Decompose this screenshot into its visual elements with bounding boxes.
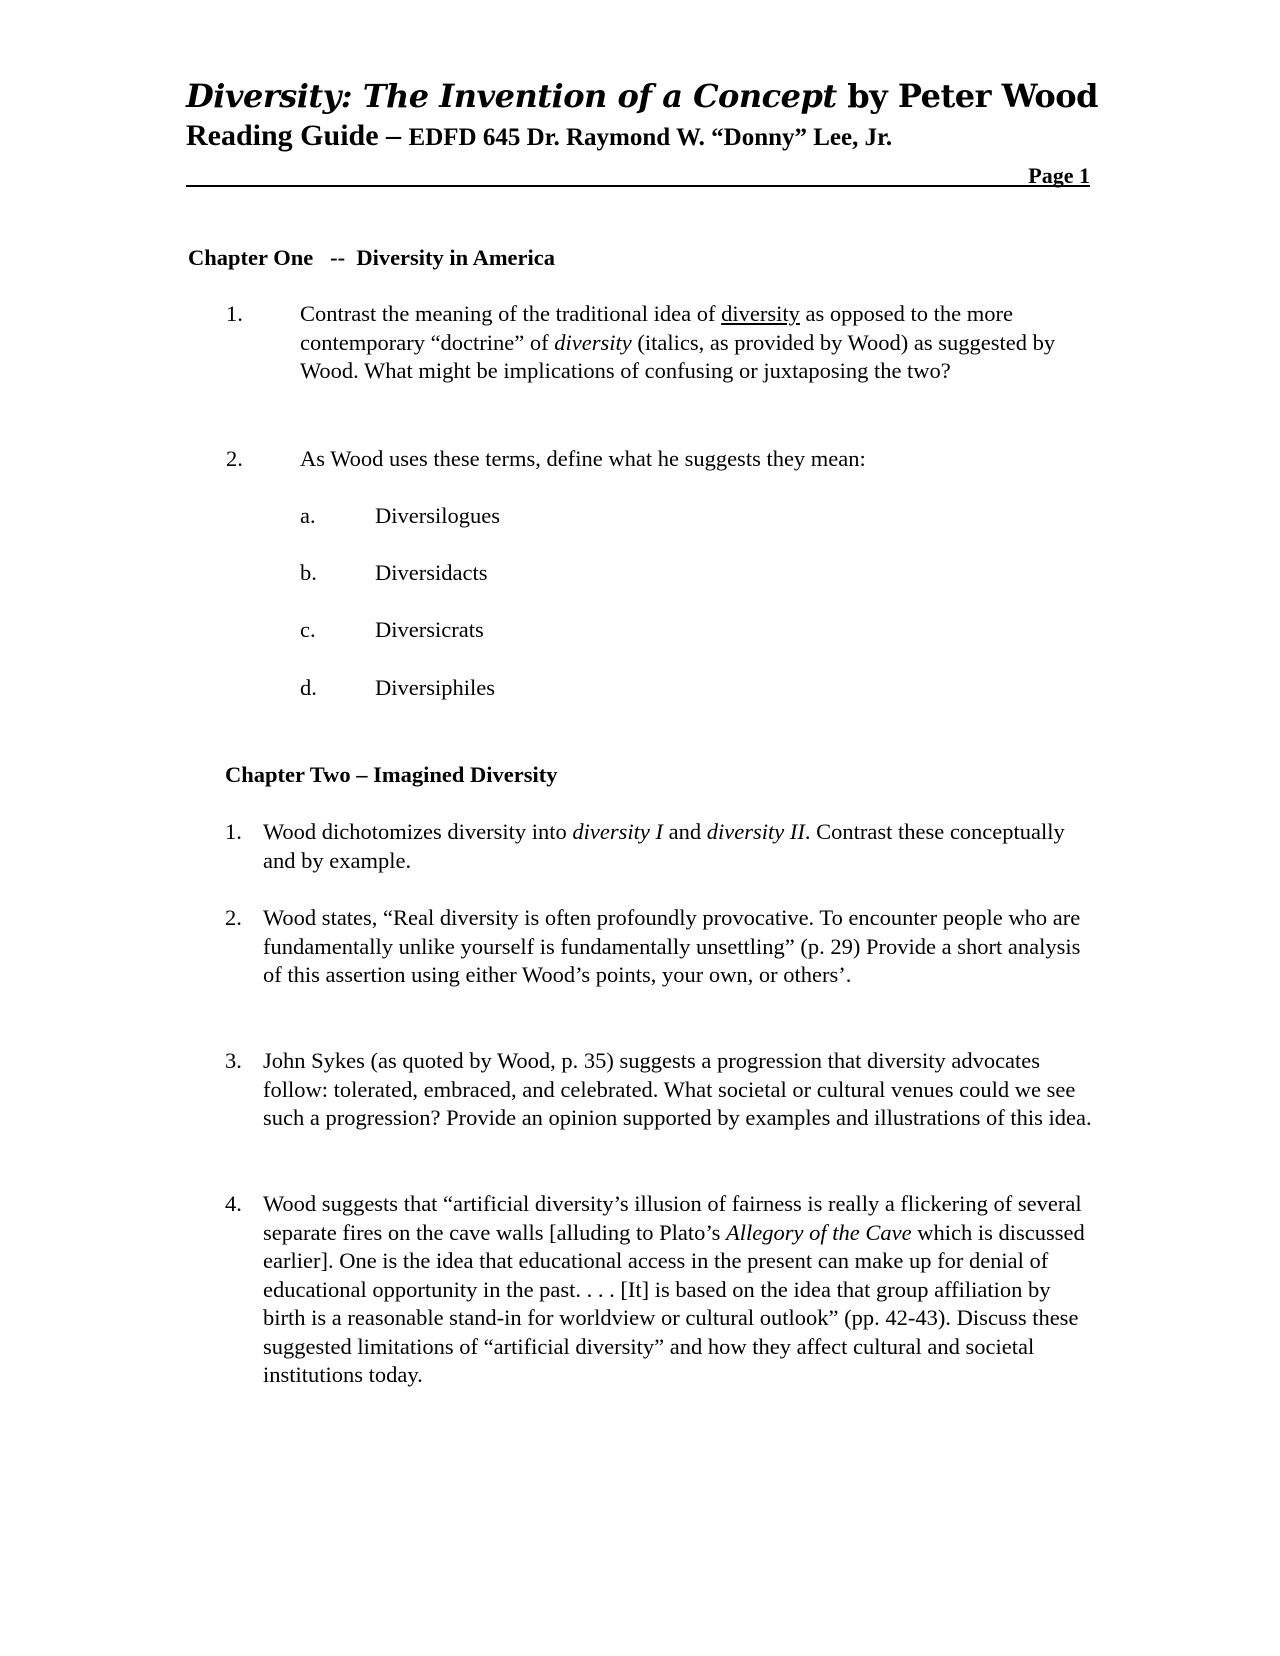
sub-item-letter: b. xyxy=(300,560,317,585)
header-rule xyxy=(186,185,1090,187)
chapter-two-title: Chapter Two – Imagined Diversity xyxy=(225,762,558,787)
question-number: 2. xyxy=(225,905,242,930)
question-number: 2. xyxy=(226,446,243,471)
question-text xyxy=(263,1190,1093,1390)
question-text: Wood states, “Real diversity is often profoundly provocative. To encounter people who are fundamentally unlike yourself is fundamentally unsettling” (p. 29) Provide a short analysis of this assertion using either Wood’s points, your own, or others’. xyxy=(263,905,1081,987)
book-author: by Peter Wood xyxy=(836,77,1098,115)
question-text-part: (italics, as provided by Wood) as suggested by Wood. What might be implications of confusing or juxtaposing the two? xyxy=(300,329,1056,383)
question-number: 1. xyxy=(225,819,242,844)
book-title: Diversity: The Invention of a Concept xyxy=(186,77,837,115)
question-text xyxy=(263,818,1093,875)
question-text-part: and xyxy=(663,819,707,844)
sub-item-term: Diversidacts xyxy=(375,560,488,585)
question-text-part: Wood suggests that “artificial diversity’s illusion of fairness is really a flickering of several separate fires on the cave walls [alluding to Plato’s xyxy=(263,1191,1082,1245)
italic-term: diversity xyxy=(554,329,632,355)
sub-item-letter: a. xyxy=(300,503,316,528)
guide-label: Reading Guide – xyxy=(186,119,409,152)
question-text-part: as opposed to the more contemporary “doctrine” of xyxy=(300,301,1013,355)
italic-term: Allegory of the Cave xyxy=(726,1219,912,1245)
question-text-part: Wood dichotomizes diversity into xyxy=(263,819,573,844)
sub-item-term: Diversiphiles xyxy=(375,675,495,700)
sub-item-term: Diversilogues xyxy=(375,503,500,528)
sub-item-letter: d. xyxy=(300,675,317,700)
sub-item-term: Diversicrats xyxy=(375,617,484,642)
document-title xyxy=(186,76,1098,116)
document-header xyxy=(186,76,1098,189)
sub-item-letter: c. xyxy=(300,617,316,642)
document-subtitle xyxy=(186,116,1090,161)
question-text-part: . Contrast these conceptually and by example. xyxy=(263,819,1065,873)
course-info: EDFD 645 Dr. Raymond W. “Donny” Lee, Jr. xyxy=(408,124,893,151)
question-number: 3. xyxy=(225,1048,242,1073)
italic-term: diversity II xyxy=(706,819,805,844)
question-text: John Sykes (as quoted by Wood, p. 35) suggests a progression that diversity advocates follow: tolerated, embraced, and celebrated. What societal or cultural venues could we see such a progression? Provide an opinion supported by examples and illustrations of this idea. xyxy=(263,1048,1092,1130)
question-text: As Wood uses these terms, define what he suggests they mean: xyxy=(300,446,866,471)
chapter-one-title: Chapter One -- Diversity in America xyxy=(188,245,556,270)
question-text-part: Contrast the meaning of the traditional idea of xyxy=(300,301,722,326)
question-number: 1. xyxy=(226,301,243,326)
question-text-part: which is discussed earlier]. One is the idea that educational access in the present can make up for denial of educational opportunity in the past. . . . [It] is based on the idea that group affiliation by birth is a reasonable stand-in for worldview or cultural outlook” (pp. 42-43). Discuss these suggested limitations of “artificial diversity” and how they affect cultural and societal institutions today. xyxy=(263,1219,1085,1387)
question-number: 4. xyxy=(225,1191,242,1216)
italic-term: diversity I xyxy=(572,819,663,844)
question-text xyxy=(300,300,1090,386)
page-number: Page 1 xyxy=(1028,163,1090,188)
underlined-term: diversity xyxy=(721,301,800,326)
